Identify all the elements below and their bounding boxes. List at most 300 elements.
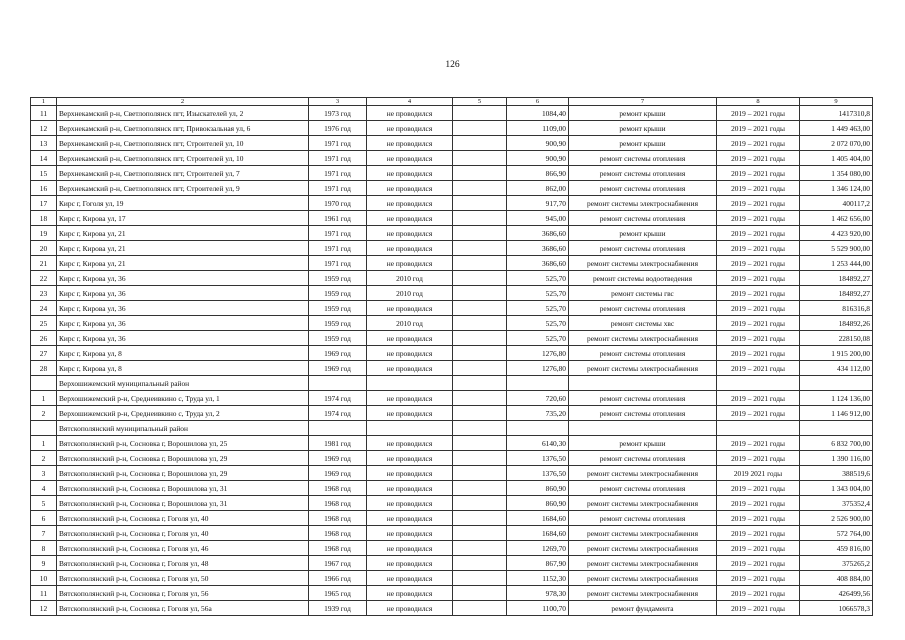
row-number: 22 bbox=[31, 271, 57, 286]
work-type: ремонт системы хвс bbox=[569, 316, 717, 331]
table-row bbox=[31, 316, 873, 331]
row-number: 3 bbox=[31, 466, 57, 481]
work-type: ремонт системы отопления bbox=[569, 151, 717, 166]
last-repair-year: не проводился bbox=[367, 556, 453, 571]
work-type: ремонт крыши bbox=[569, 226, 717, 241]
col-5 bbox=[453, 391, 507, 406]
work-type: ремонт системы отопления bbox=[569, 406, 717, 421]
column-number: 3 bbox=[309, 98, 367, 106]
table-row bbox=[31, 496, 873, 511]
cost: 1 253 444,00 bbox=[800, 256, 873, 271]
section-spacer bbox=[800, 376, 873, 391]
year-built: 1971 год bbox=[309, 241, 367, 256]
area: 1376,50 bbox=[507, 451, 569, 466]
address: Вятскополянский р-н, Сосновка г, Гоголя ул, 56а bbox=[57, 601, 309, 616]
work-type: ремонт системы гвс bbox=[569, 286, 717, 301]
address: Верхнекамский р-н, Светлополянск пгт, Строителей ул, 7 bbox=[57, 166, 309, 181]
work-type: ремонт системы отопления bbox=[569, 511, 717, 526]
period: 2019 – 2021 годы bbox=[717, 406, 800, 421]
table-row bbox=[31, 466, 873, 481]
year-built: 1959 год bbox=[309, 286, 367, 301]
cost: 1 390 116,00 bbox=[800, 451, 873, 466]
col-5 bbox=[453, 331, 507, 346]
work-type: ремонт системы электроснабжения bbox=[569, 331, 717, 346]
section-spacer bbox=[31, 421, 57, 436]
address: Кирс г, Кирова ул, 21 bbox=[57, 241, 309, 256]
year-built: 1969 год bbox=[309, 361, 367, 376]
address: Кирс г, Кирова ул, 36 bbox=[57, 316, 309, 331]
col-5 bbox=[453, 541, 507, 556]
col-5 bbox=[453, 586, 507, 601]
period: 2019 – 2021 годы bbox=[717, 481, 800, 496]
area: 720,60 bbox=[507, 391, 569, 406]
column-number: 5 bbox=[453, 98, 507, 106]
period: 2019 – 2021 годы bbox=[717, 541, 800, 556]
row-number: 11 bbox=[31, 586, 57, 601]
row-number: 7 bbox=[31, 526, 57, 541]
last-repair-year: не проводился bbox=[367, 586, 453, 601]
cost: 1 146 912,00 bbox=[800, 406, 873, 421]
year-built: 1969 год bbox=[309, 346, 367, 361]
last-repair-year: не проводился bbox=[367, 496, 453, 511]
section-spacer bbox=[717, 421, 800, 436]
col-5 bbox=[453, 316, 507, 331]
work-type: ремонт крыши bbox=[569, 106, 717, 121]
last-repair-year: не проводился bbox=[367, 181, 453, 196]
area: 3686,60 bbox=[507, 256, 569, 271]
address: Вятскополянский р-н, Сосновка г, Гоголя ул, 50 bbox=[57, 571, 309, 586]
section-spacer bbox=[717, 376, 800, 391]
table-row bbox=[31, 481, 873, 496]
period: 2019 – 2021 годы bbox=[717, 151, 800, 166]
table-row bbox=[31, 526, 873, 541]
table-row bbox=[31, 211, 873, 226]
address: Вятскополянский р-н, Сосновка г, Гоголя ул, 46 bbox=[57, 541, 309, 556]
col-5 bbox=[453, 346, 507, 361]
section-spacer bbox=[309, 421, 367, 436]
work-type: ремонт системы отопления bbox=[569, 346, 717, 361]
address: Вятскополянский р-н, Сосновка г, Гоголя ул, 40 bbox=[57, 511, 309, 526]
last-repair-year: не проводился bbox=[367, 136, 453, 151]
period: 2019 2021 годы bbox=[717, 466, 800, 481]
last-repair-year: не проводился bbox=[367, 361, 453, 376]
work-type: ремонт системы отопления bbox=[569, 211, 717, 226]
year-built: 1968 год bbox=[309, 481, 367, 496]
row-number: 4 bbox=[31, 481, 57, 496]
area: 866,90 bbox=[507, 166, 569, 181]
table-row bbox=[31, 286, 873, 301]
col-5 bbox=[453, 451, 507, 466]
row-number: 16 bbox=[31, 181, 57, 196]
col-5 bbox=[453, 136, 507, 151]
section-spacer bbox=[367, 421, 453, 436]
address: Верхошижемский р-н, Среднеивкино с, Труда ул, 1 bbox=[57, 391, 309, 406]
period: 2019 – 2021 годы bbox=[717, 211, 800, 226]
col-5 bbox=[453, 151, 507, 166]
repair-program-table bbox=[30, 97, 873, 616]
cost: 816316,8 bbox=[800, 301, 873, 316]
table-body bbox=[31, 98, 873, 616]
last-repair-year: не проводился bbox=[367, 301, 453, 316]
col-5 bbox=[453, 226, 507, 241]
period: 2019 – 2021 годы bbox=[717, 586, 800, 601]
year-built: 1976 год bbox=[309, 121, 367, 136]
work-type: ремонт системы электроснабжения bbox=[569, 526, 717, 541]
period: 2019 – 2021 годы bbox=[717, 526, 800, 541]
year-built: 1971 год bbox=[309, 166, 367, 181]
col-5 bbox=[453, 406, 507, 421]
section-row bbox=[31, 421, 873, 436]
last-repair-year: не проводился bbox=[367, 541, 453, 556]
year-built: 1939 год bbox=[309, 601, 367, 616]
year-built: 1968 год bbox=[309, 496, 367, 511]
period: 2019 – 2021 годы bbox=[717, 106, 800, 121]
table-row bbox=[31, 571, 873, 586]
section-spacer bbox=[367, 376, 453, 391]
row-number: 2 bbox=[31, 451, 57, 466]
area: 978,30 bbox=[507, 586, 569, 601]
period: 2019 – 2021 годы bbox=[717, 601, 800, 616]
address: Верхошижемский р-н, Среднеивкино с, Труда ул, 2 bbox=[57, 406, 309, 421]
cost: 459 816,00 bbox=[800, 541, 873, 556]
col-5 bbox=[453, 436, 507, 451]
table-row bbox=[31, 226, 873, 241]
col-5 bbox=[453, 256, 507, 271]
period: 2019 – 2021 годы bbox=[717, 316, 800, 331]
table-row bbox=[31, 136, 873, 151]
year-built: 1971 год bbox=[309, 151, 367, 166]
row-number: 9 bbox=[31, 556, 57, 571]
work-type: ремонт фундамента bbox=[569, 601, 717, 616]
row-number: 13 bbox=[31, 136, 57, 151]
period: 2019 – 2021 годы bbox=[717, 121, 800, 136]
table-row bbox=[31, 151, 873, 166]
address: Вятскополянский р-н, Сосновка г, Ворошилова ул, 31 bbox=[57, 496, 309, 511]
section-spacer bbox=[453, 421, 507, 436]
last-repair-year: не проводился bbox=[367, 406, 453, 421]
col-5 bbox=[453, 496, 507, 511]
year-built: 1968 год bbox=[309, 541, 367, 556]
cost: 1 354 080,00 bbox=[800, 166, 873, 181]
last-repair-year: не проводился bbox=[367, 256, 453, 271]
table-row bbox=[31, 271, 873, 286]
row-number: 1 bbox=[31, 391, 57, 406]
year-built: 1974 год bbox=[309, 406, 367, 421]
table-row bbox=[31, 451, 873, 466]
work-type: ремонт системы отопления bbox=[569, 391, 717, 406]
col-5 bbox=[453, 286, 507, 301]
period: 2019 – 2021 годы bbox=[717, 391, 800, 406]
row-number: 18 bbox=[31, 211, 57, 226]
area: 945,00 bbox=[507, 211, 569, 226]
last-repair-year: 2010 год bbox=[367, 286, 453, 301]
cost: 184892,27 bbox=[800, 286, 873, 301]
area: 6140,30 bbox=[507, 436, 569, 451]
period: 2019 – 2021 годы bbox=[717, 571, 800, 586]
address: Кирс г, Кирова ул, 8 bbox=[57, 346, 309, 361]
section-spacer bbox=[309, 376, 367, 391]
table-row bbox=[31, 541, 873, 556]
last-repair-year: не проводился bbox=[367, 451, 453, 466]
cost: 184892,27 bbox=[800, 271, 873, 286]
work-type: ремонт системы электроснабжения bbox=[569, 496, 717, 511]
address: Верхнекамский р-н, Светлополянск пгт, Строителей ул, 10 bbox=[57, 151, 309, 166]
cost: 434 112,00 bbox=[800, 361, 873, 376]
column-number-row bbox=[31, 98, 873, 106]
address: Кирс г, Гоголя ул, 19 bbox=[57, 196, 309, 211]
row-number: 12 bbox=[31, 121, 57, 136]
column-number: 9 bbox=[800, 98, 873, 106]
col-5 bbox=[453, 241, 507, 256]
cost: 1 462 656,00 bbox=[800, 211, 873, 226]
col-5 bbox=[453, 301, 507, 316]
area: 1684,60 bbox=[507, 526, 569, 541]
row-number: 27 bbox=[31, 346, 57, 361]
cost: 572 764,00 bbox=[800, 526, 873, 541]
col-5 bbox=[453, 271, 507, 286]
area: 1100,70 bbox=[507, 601, 569, 616]
year-built: 1971 год bbox=[309, 256, 367, 271]
address: Вятскополянский р-н, Сосновка г, Гоголя ул, 48 bbox=[57, 556, 309, 571]
row-number: 19 bbox=[31, 226, 57, 241]
period: 2019 – 2021 годы bbox=[717, 346, 800, 361]
year-built: 1971 год bbox=[309, 226, 367, 241]
cost: 1066578,3 bbox=[800, 601, 873, 616]
year-built: 1974 год bbox=[309, 391, 367, 406]
page-number: 126 bbox=[445, 60, 460, 70]
address: Верхнекамский р-н, Светлополянск пгт, Изыскателей ул, 2 bbox=[57, 106, 309, 121]
cost: 1417310,8 bbox=[800, 106, 873, 121]
address: Верхнекамский р-н, Светлополянск пгт, Строителей ул, 9 bbox=[57, 181, 309, 196]
cost: 375352,4 bbox=[800, 496, 873, 511]
work-type: ремонт системы электроснабжения bbox=[569, 571, 717, 586]
cost: 2 526 900,00 bbox=[800, 511, 873, 526]
area: 3686,60 bbox=[507, 226, 569, 241]
col-5 bbox=[453, 211, 507, 226]
section-spacer bbox=[453, 376, 507, 391]
address: Вятскополянский р-н, Сосновка г, Гоголя ул, 40 bbox=[57, 526, 309, 541]
last-repair-year: не проводился bbox=[367, 481, 453, 496]
work-type: ремонт системы электроснабжения bbox=[569, 586, 717, 601]
address: Кирс г, Кирова ул, 36 bbox=[57, 301, 309, 316]
cost: 426499,56 bbox=[800, 586, 873, 601]
area: 1376,50 bbox=[507, 466, 569, 481]
period: 2019 – 2021 годы bbox=[717, 256, 800, 271]
cost: 228150,08 bbox=[800, 331, 873, 346]
row-number: 6 bbox=[31, 511, 57, 526]
area: 3686,60 bbox=[507, 241, 569, 256]
section-spacer bbox=[800, 421, 873, 436]
area: 1276,80 bbox=[507, 346, 569, 361]
col-5 bbox=[453, 181, 507, 196]
column-number: 4 bbox=[367, 98, 453, 106]
section-spacer bbox=[569, 376, 717, 391]
cost: 375265,2 bbox=[800, 556, 873, 571]
col-5 bbox=[453, 196, 507, 211]
year-built: 1971 год bbox=[309, 136, 367, 151]
cost: 388519,6 bbox=[800, 466, 873, 481]
work-type: ремонт системы отопления bbox=[569, 166, 717, 181]
row-number: 5 bbox=[31, 496, 57, 511]
year-built: 1961 год bbox=[309, 211, 367, 226]
area: 525,70 bbox=[507, 301, 569, 316]
area: 860,90 bbox=[507, 496, 569, 511]
work-type: ремонт системы электроснабжения bbox=[569, 256, 717, 271]
address: Вятскополянский р-н, Сосновка г, Ворошилова ул, 25 bbox=[57, 436, 309, 451]
last-repair-year: не проводился bbox=[367, 151, 453, 166]
last-repair-year: не проводился bbox=[367, 166, 453, 181]
column-number: 8 bbox=[717, 98, 800, 106]
period: 2019 – 2021 годы bbox=[717, 271, 800, 286]
row-number: 8 bbox=[31, 541, 57, 556]
period: 2019 – 2021 годы bbox=[717, 226, 800, 241]
row-number: 10 bbox=[31, 571, 57, 586]
table-row bbox=[31, 241, 873, 256]
address: Кирс г, Кирова ул, 8 bbox=[57, 361, 309, 376]
area: 525,70 bbox=[507, 286, 569, 301]
period: 2019 – 2021 годы bbox=[717, 241, 800, 256]
row-number: 28 bbox=[31, 361, 57, 376]
row-number: 11 bbox=[31, 106, 57, 121]
area: 525,70 bbox=[507, 316, 569, 331]
period: 2019 – 2021 годы bbox=[717, 136, 800, 151]
year-built: 1966 год bbox=[309, 571, 367, 586]
period: 2019 – 2021 годы bbox=[717, 436, 800, 451]
section-spacer bbox=[507, 376, 569, 391]
cost: 1 343 004,00 bbox=[800, 481, 873, 496]
cost: 408 884,00 bbox=[800, 571, 873, 586]
period: 2019 – 2021 годы bbox=[717, 166, 800, 181]
section-spacer bbox=[31, 376, 57, 391]
column-number: 2 bbox=[57, 98, 309, 106]
area: 1269,70 bbox=[507, 541, 569, 556]
col-5 bbox=[453, 166, 507, 181]
last-repair-year: 2010 год bbox=[367, 271, 453, 286]
year-built: 1959 год bbox=[309, 316, 367, 331]
work-type: ремонт системы отопления bbox=[569, 451, 717, 466]
period: 2019 – 2021 годы bbox=[717, 301, 800, 316]
area: 525,70 bbox=[507, 331, 569, 346]
address: Кирс г, Кирова ул, 21 bbox=[57, 256, 309, 271]
year-built: 1967 год bbox=[309, 556, 367, 571]
table-row bbox=[31, 511, 873, 526]
table-row bbox=[31, 196, 873, 211]
table-row bbox=[31, 121, 873, 136]
col-5 bbox=[453, 361, 507, 376]
work-type: ремонт крыши bbox=[569, 136, 717, 151]
year-built: 1968 год bbox=[309, 526, 367, 541]
cost: 1 915 200,00 bbox=[800, 346, 873, 361]
area: 900,90 bbox=[507, 136, 569, 151]
col-5 bbox=[453, 571, 507, 586]
last-repair-year: не проводился bbox=[367, 196, 453, 211]
table-row bbox=[31, 361, 873, 376]
area: 735,20 bbox=[507, 406, 569, 421]
year-built: 1959 год bbox=[309, 271, 367, 286]
table-row bbox=[31, 106, 873, 121]
cost: 1 124 136,00 bbox=[800, 391, 873, 406]
area: 860,90 bbox=[507, 481, 569, 496]
last-repair-year: не проводился bbox=[367, 241, 453, 256]
last-repair-year: не проводился bbox=[367, 331, 453, 346]
row-number: 12 bbox=[31, 601, 57, 616]
work-type: ремонт крыши bbox=[569, 121, 717, 136]
row-number: 14 bbox=[31, 151, 57, 166]
address: Кирс г, Кирова ул, 36 bbox=[57, 286, 309, 301]
work-type: ремонт системы отопления bbox=[569, 181, 717, 196]
period: 2019 – 2021 годы bbox=[717, 361, 800, 376]
area: 917,70 bbox=[507, 196, 569, 211]
year-built: 1973 год bbox=[309, 106, 367, 121]
last-repair-year: 2010 год bbox=[367, 316, 453, 331]
work-type: ремонт системы электроснабжения bbox=[569, 556, 717, 571]
year-built: 1959 год bbox=[309, 331, 367, 346]
cost: 5 529 900,00 bbox=[800, 241, 873, 256]
area: 1152,30 bbox=[507, 571, 569, 586]
address: Кирс г, Кирова ул, 17 bbox=[57, 211, 309, 226]
column-number: 6 bbox=[507, 98, 569, 106]
period: 2019 – 2021 годы bbox=[717, 496, 800, 511]
row-number: 23 bbox=[31, 286, 57, 301]
area: 1109,00 bbox=[507, 121, 569, 136]
period: 2019 – 2021 годы bbox=[717, 196, 800, 211]
row-number: 25 bbox=[31, 316, 57, 331]
table-row bbox=[31, 256, 873, 271]
last-repair-year: не проводился bbox=[367, 526, 453, 541]
last-repair-year: не проводился bbox=[367, 601, 453, 616]
work-type: ремонт системы электроснабжения bbox=[569, 361, 717, 376]
table-row bbox=[31, 346, 873, 361]
cost: 184892,26 bbox=[800, 316, 873, 331]
col-5 bbox=[453, 106, 507, 121]
col-5 bbox=[453, 121, 507, 136]
year-built: 1959 год bbox=[309, 301, 367, 316]
col-5 bbox=[453, 526, 507, 541]
address: Вятскополянский р-н, Сосновка г, Ворошилова ул, 29 bbox=[57, 451, 309, 466]
cost: 1 405 404,00 bbox=[800, 151, 873, 166]
address: Кирс г, Кирова ул, 36 bbox=[57, 271, 309, 286]
year-built: 1969 год bbox=[309, 451, 367, 466]
period: 2019 – 2021 годы bbox=[717, 511, 800, 526]
section-spacer bbox=[507, 421, 569, 436]
area: 1276,80 bbox=[507, 361, 569, 376]
last-repair-year: не проводился bbox=[367, 391, 453, 406]
period: 2019 – 2021 годы bbox=[717, 331, 800, 346]
section-row bbox=[31, 376, 873, 391]
last-repair-year: не проводился bbox=[367, 571, 453, 586]
table-row bbox=[31, 391, 873, 406]
work-type: ремонт системы отопления bbox=[569, 301, 717, 316]
year-built: 1965 год bbox=[309, 586, 367, 601]
row-number: 26 bbox=[31, 331, 57, 346]
period: 2019 – 2021 годы bbox=[717, 286, 800, 301]
cost: 4 423 920,00 bbox=[800, 226, 873, 241]
last-repair-year: не проводился bbox=[367, 511, 453, 526]
year-built: 1971 год bbox=[309, 181, 367, 196]
table-row bbox=[31, 436, 873, 451]
area: 862,00 bbox=[507, 181, 569, 196]
year-built: 1981 год bbox=[309, 436, 367, 451]
work-type: ремонт системы электроснабжения bbox=[569, 466, 717, 481]
work-type: ремонт системы электроснабжения bbox=[569, 541, 717, 556]
last-repair-year: не проводился bbox=[367, 211, 453, 226]
row-number: 2 bbox=[31, 406, 57, 421]
row-number: 15 bbox=[31, 166, 57, 181]
cost: 400117,2 bbox=[800, 196, 873, 211]
table-row bbox=[31, 166, 873, 181]
table-row bbox=[31, 301, 873, 316]
last-repair-year: не проводился bbox=[367, 346, 453, 361]
